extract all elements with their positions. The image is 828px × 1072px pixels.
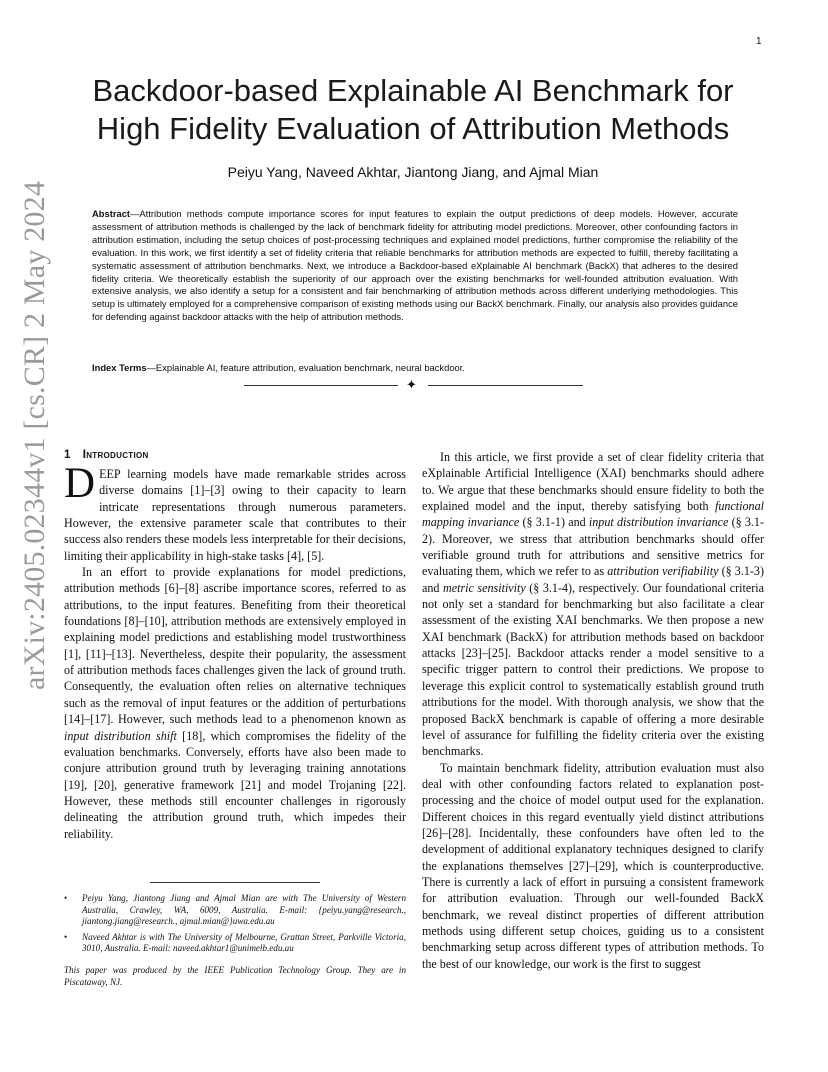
intro-paragraph-2: In an effort to provide explanations for model predictions, attribution methods [6]–[8] ascribe importance scores, referred to as attributions, to the input features. Benefiting from their theoretical foundations [8]–[10], attribution methods are extensively employed in explaining model predictions and establishing model trustworthiness [1], [11]–[13]. Nevertheless, despite their popularity, the assessment of attribution methods faces challenges given the lack of ground truth. Consequently, the evaluation often relies on alternative techniques such as the removal of input features or the addition of perturbations [14]–[17]. However, such methods lead to a phenomenon known as input distribution shift [18], which compromises the fidelity of the evaluation benchmarks. Conversely, efforts have also been made to conjure attribution ground truth by leveraging training annotations [19], [20], generative framework [21] and model Trojaning [22]. However, these methods still encounter challenges in rigorously delineating the attribution ground truth, which impedes their reliability. (64, 565, 406, 841)
paper-title (60, 72, 766, 148)
section-number: 1 (64, 449, 71, 461)
separator-rule-right (428, 385, 583, 386)
page-number: 1 (756, 36, 762, 47)
abstract-text: —Attribution methods compute importance scores for input features to explain the output predictions of deep models. However, accurate assessment of attribution methods is challenged by the lack of benchmark fidelity for attributing model predictions. Moreover, other confounding factors in attribution estimation, including the setup choices of post-processing techniques and explained model predictions, further compromise the reliability of the evaluation. In this work, we first identify a set of fidelity criteria that reliable benchmarks for attribution methods are expected to fulfill, thereby facilitating a systematic assessment of attribution benchmarks. Next, we introduce a Backdoor-based eXplainable AI benchmark (BackX) that adheres to the desired fidelity criteria. We theoretically establish the superiority of our approach over the existing benchmarks for well-founded attribution evaluation. With extensive analysis, we also identify a setup for a consistent and fair benchmarking of attribution methods across different underlying methodologies. This setup is ultimately employed for a comprehensive comparison of existing methods using our BackX benchmark. Finally, our analysis also provides guidance for defending against backdoor attacks with the help of attribution methods. (92, 208, 738, 323)
footnote-rule (150, 882, 320, 883)
intro-paragraph-1: DEEP learning models have made remarkable strides across diverse domains [1]–[3] owing to their capacity to learn intricate representations through numerous parameters. However, the extensive parameter scale that contributes to their success also renders these models less interpretable for their decisions, limiting their applicability in high-stake tasks [4], [5]. (64, 460, 406, 563)
title-line-1: Backdoor-based Explainable AI Benchmark for (92, 73, 734, 108)
title-line-2: High Fidelity Evaluation of Attribution Methods (96, 111, 730, 146)
footnote-affiliation-2: • Naveed Akhtar is with The University of Melbourne, Grattan Street, Parkville Victoria, 3010, Australia. E-mail: naveed.akhtar1@unimelb.edu.au (64, 931, 406, 954)
separator-rule-left (244, 385, 398, 386)
bullet-icon: • (64, 893, 68, 903)
drop-cap: D (64, 460, 96, 507)
lead-word: EEP (99, 467, 121, 481)
arxiv-identifier-stamp: arXiv:2405.02344v1 [cs.CR] 2 May 2024 (18, 180, 51, 690)
separator-diamond-icon: ✦ (406, 377, 417, 392)
footnotes (64, 893, 406, 988)
right-paragraph-2: To maintain benchmark fidelity, attribution evaluation must also deal with other confounding factors related to explanation post-processing and the choice of model output used for the explanation. Different choices in this regard eventually yield distinct attributions [26]–[28]. Incidentally, these confounders have often led to the development of additional explanatory techniques designed to clarify the explanations themselves [27]–[29], which is counterproductive. There is currently a lack of effort in pursuing a consistent framework for attribution evaluation. Through our well-founded BackX benchmark, we reveal distinct properties of different attribution methods using different setup choices, guiding us to a consistent benchmarking setup across different types of attribution methods. To the best of our knowledge, our work is the first to suggest (422, 760, 764, 971)
index-terms-label: Index Terms (92, 362, 147, 373)
bullet-icon: • (64, 931, 68, 942)
section-title: Introduction (82, 449, 149, 461)
abstract (92, 208, 738, 324)
author-list: Peiyu Yang, Naveed Akhtar, Jiantong Jiang, and Ajmal Mian (227, 164, 599, 180)
right-paragraph-1: In this article, we first provide a set of clear fidelity criteria that eXplainable Artificial Intelligence (XAI) benchmarks should adhere to. We argue that these benchmarks should ensure fidelity to both the explained model and the input, thereby satisfying both functional mapping invariance (§ 3.1-1) and input distribution invariance (§ 3.1-2). Moreover, we stress that attribution benchmarks should offer verifiable ground truth for attributions and sensitive metrics for evaluating them, which we refer to as attribution verifiability (§ 3.1-3) and metric sensitivity (§ 3.1-4), respectively. Our foundational criteria not only set a standard for benchmarking but also facilitate a clear assessment of the existing XAI benchmarks. We then propose a new XAI benchmark (BackX) for attribution methods based on backdoor attacks [23]–[25]. Backdoor attacks render a model sensitive to a specific trigger pattern to control their predictions. We propose to leverage this explicit control to systematically establish ground truth attributions for the model. With thorough analysis, we show that the proposed BackX benchmark is capable of offering a more desirable level of assurance for fulfilling the fidelity criteria over the existing benchmarks. (422, 450, 765, 759)
right-column (422, 449, 764, 972)
index-terms (92, 362, 738, 373)
footnote-affiliation-1: • Peiyu Yang, Jiantong Jiang and Ajmal Mian are with The University of Western Australia, Crawley, WA, 6009, Australia. E-mail: {peiyu.yang@research., jiantong.jiang@research., ajmal.mian@}uwa.edu.au (64, 893, 406, 927)
publication-note: This paper was produced by the IEEE Publication Technology Group. They are in Piscataway, NJ. (64, 964, 406, 987)
abstract-label: Abstract (92, 208, 131, 219)
index-terms-text: —Explainable AI, feature attribution, evaluation benchmark, neural backdoor. (146, 362, 465, 373)
left-column (64, 460, 406, 842)
